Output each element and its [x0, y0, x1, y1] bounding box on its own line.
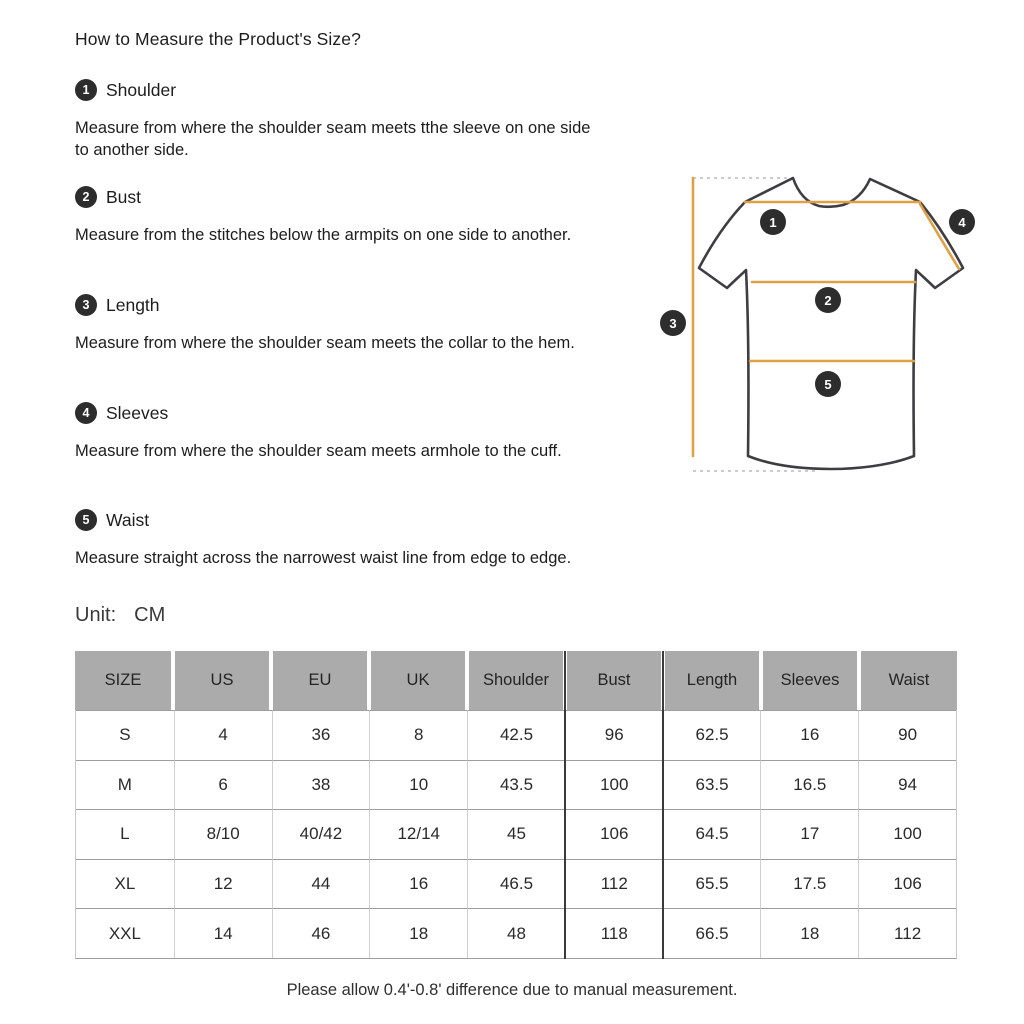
table-cell: 12/14	[369, 809, 467, 859]
table-cell: 17.5	[760, 859, 858, 909]
section-description: Measure from where the shoulder seam meets tthe sleeve on one side to another side.	[75, 119, 591, 159]
table-cell: M	[76, 760, 174, 810]
table-cell: 66.5	[663, 908, 761, 958]
table-cell: 10	[369, 760, 467, 810]
size-chart-table	[75, 651, 957, 959]
table-cell: 42.5	[467, 710, 565, 760]
table-cell: XL	[76, 859, 174, 909]
table-cell: 44	[272, 859, 370, 909]
unit-label: Unit:	[75, 604, 117, 626]
section-label: Shoulder	[106, 79, 177, 100]
section-description: Measure from where the shoulder seam meets the collar to the hem.	[75, 334, 575, 352]
table-cell: XXL	[76, 908, 174, 958]
diagram-marker-shoulder: 1	[760, 209, 786, 235]
table-cell: 8	[369, 710, 467, 760]
table-cell: 16	[369, 859, 467, 909]
unit-value: CM	[134, 604, 166, 626]
table-cell: S	[76, 710, 174, 760]
table-cell: 62.5	[663, 710, 761, 760]
table-cell: 118	[565, 908, 663, 958]
table-cell: 16	[760, 710, 858, 760]
table-cell: 16.5	[760, 760, 858, 810]
section-label: Sleeves	[106, 402, 169, 423]
table-cell: 12	[174, 859, 272, 909]
table-cell: 112	[858, 908, 956, 958]
section-label: Bust	[106, 186, 142, 207]
table-cell: 63.5	[663, 760, 761, 810]
instruction-section-shoulder	[75, 79, 615, 161]
header-cell-size: SIZE	[75, 651, 171, 710]
table-cell: 38	[272, 760, 370, 810]
table-cell: 17	[760, 809, 858, 859]
size-table-header	[75, 651, 957, 710]
table-column-divider	[662, 651, 664, 959]
table-cell: 90	[858, 710, 956, 760]
diagram-marker-sleeves: 4	[949, 209, 975, 235]
table-column-divider	[564, 651, 566, 959]
table-cell: 48	[467, 908, 565, 958]
measurement-disclaimer: Please allow 0.4'-0.8' difference due to manual measurement.	[286, 981, 738, 999]
tshirt-measurement-diagram	[640, 160, 1024, 490]
table-cell: 100	[565, 760, 663, 810]
section-description: Measure from the stitches below the armpits on one side to another.	[75, 226, 572, 244]
table-cell: 112	[565, 859, 663, 909]
section-description: Measure from where the shoulder seam meets armhole to the cuff.	[75, 442, 562, 460]
table-cell: 36	[272, 710, 370, 760]
table-cell: 40/42	[272, 809, 370, 859]
table-cell: 100	[858, 809, 956, 859]
table-cell: 4	[174, 710, 272, 760]
instruction-section-waist	[75, 509, 615, 569]
diagram-marker-waist: 5	[815, 371, 841, 397]
table-cell: 43.5	[467, 760, 565, 810]
number-badge: 4	[75, 402, 97, 424]
header-cell-eu: EU	[273, 651, 367, 710]
number-badge: 3	[75, 294, 97, 316]
table-cell: 106	[565, 809, 663, 859]
table-cell: 6	[174, 760, 272, 810]
section-label: Waist	[106, 509, 150, 530]
table-cell: 106	[858, 859, 956, 909]
table-cell: 94	[858, 760, 956, 810]
instruction-section-sleeves	[75, 402, 615, 462]
header-cell-uk: UK	[371, 651, 465, 710]
table-cell: 14	[174, 908, 272, 958]
diagram-marker-bust: 2	[815, 287, 841, 313]
number-badge: 1	[75, 79, 97, 101]
number-badge: 2	[75, 186, 97, 208]
header-cell-bust: Bust	[567, 651, 661, 710]
size-table-body	[75, 710, 957, 959]
table-cell: 18	[369, 908, 467, 958]
table-cell: 45	[467, 809, 565, 859]
section-description: Measure straight across the narrowest waist line from edge to edge.	[75, 549, 572, 567]
table-cell: 96	[565, 710, 663, 760]
table-cell: 46.5	[467, 859, 565, 909]
header-cell-waist: Waist	[861, 651, 957, 710]
section-label: Length	[106, 294, 160, 315]
header-cell-us: US	[175, 651, 269, 710]
table-cell: 46	[272, 908, 370, 958]
header-cell-sleeves: Sleeves	[763, 651, 857, 710]
instruction-section-bust	[75, 186, 615, 246]
tshirt-outline	[699, 178, 963, 469]
header-cell-shoulder: Shoulder	[469, 651, 563, 710]
table-cell: 65.5	[663, 859, 761, 909]
number-badge: 5	[75, 509, 97, 531]
page-title: How to Measure the Product's Size?	[75, 29, 361, 49]
table-cell: 8/10	[174, 809, 272, 859]
table-cell: 64.5	[663, 809, 761, 859]
table-cell: 18	[760, 908, 858, 958]
instruction-section-length	[75, 294, 615, 354]
table-cell: L	[76, 809, 174, 859]
header-cell-length: Length	[665, 651, 759, 710]
diagram-marker-length: 3	[660, 310, 686, 336]
unit-indicator	[75, 604, 165, 627]
